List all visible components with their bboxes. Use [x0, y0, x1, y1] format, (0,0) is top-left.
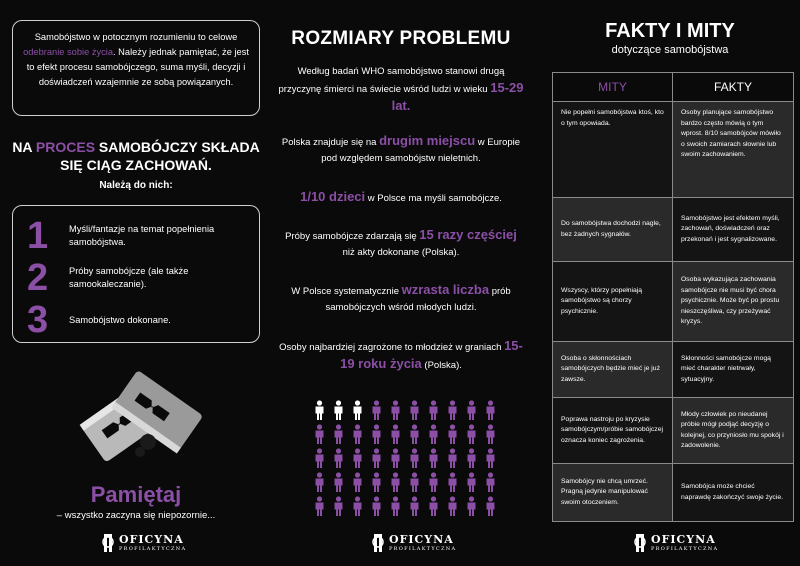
- person-icon: [354, 448, 362, 468]
- myth-cell: [553, 398, 673, 463]
- person-icon: [335, 472, 343, 492]
- person-icon: [335, 424, 343, 444]
- table-row: [553, 101, 793, 197]
- stat-who: [278, 64, 524, 116]
- fact-text: Samobójstwo jest efektem myśli, zachowań, doświadczeń oraz przekonań i jest sygnalizowane.: [681, 214, 780, 243]
- stat-text: (Polska).: [421, 360, 462, 371]
- intro-highlight: odebranie sobie życia: [23, 47, 114, 57]
- table-row: [553, 261, 793, 341]
- person-icon: [392, 424, 400, 444]
- stat-youth: [278, 338, 524, 374]
- table-header: [553, 73, 793, 101]
- person-icon: [392, 496, 400, 516]
- fact-text: Osoba wykazująca zachowania samobójcze nie musi być chora psychicznie. Może być po prostu nieszczęśliwa, czy przeżywać kryzys.: [681, 276, 780, 326]
- fact-cell: [673, 398, 793, 463]
- middle-column: [270, 0, 532, 566]
- fact-cell: [673, 342, 793, 397]
- person-icon: [487, 496, 495, 516]
- stat-text: w Europie pod względem samobójstw nieletnich.: [321, 137, 521, 164]
- step-number: 3: [27, 299, 49, 341]
- razor-blades-illustration: [70, 360, 210, 470]
- stat-text: prób samobójczych wśród młodych ludzi.: [325, 286, 511, 313]
- logo-name: OFICYNA: [651, 532, 716, 546]
- person-icon: [373, 400, 381, 420]
- person-icon: [449, 424, 457, 444]
- myth-cell: [553, 262, 673, 341]
- stat-text: w Polsce ma myśli samobójcze.: [365, 193, 502, 204]
- person-icon: [411, 496, 419, 516]
- myth-text: Osoba o skłonnościach samobójczych będzie mieć je już zawsze.: [561, 354, 660, 383]
- facts-myths-title: FAKTY I MITY: [605, 20, 735, 42]
- myth-text: Poprawa nastroju po kryzysie samobójczym/próbie samobójczej oznacza koniec zagrożenia.: [561, 415, 663, 444]
- fact-cell: [673, 262, 793, 341]
- person-icon: [487, 400, 495, 420]
- fact-text: Młody człowiek po nieudanej próbie mógł podjąć decyzję o kolejnej, co przyniosło mu spokój i zadowolenie.: [681, 410, 784, 449]
- person-icon: [316, 424, 324, 444]
- person-icon: [449, 496, 457, 516]
- fact-cell: [673, 464, 793, 521]
- stat-text: niż akty dokonane (Polska).: [342, 247, 460, 258]
- myth-cell: [553, 198, 673, 261]
- person-icon: [373, 448, 381, 468]
- person-icon: [411, 424, 419, 444]
- stat-highlight: 15-19 roku życia: [340, 338, 523, 371]
- stat-text: Osoby najbardziej zagrożone to młodzież w graniach: [279, 342, 505, 353]
- person-icon: [430, 496, 438, 516]
- intro-text-2: . Należy jednak pamiętać, że jest to efekt procesu samobójczego, suma myśli, decyzji i doświadczeń wzajemnie ze sobą powiązanych.: [26, 47, 249, 87]
- person-icon: [449, 472, 457, 492]
- person-icon: [468, 400, 476, 420]
- steps-box: [12, 205, 260, 343]
- person-icon: [354, 424, 362, 444]
- person-icon: [316, 400, 324, 420]
- logo-sub: PROFILAKTYCZNA: [389, 545, 457, 552]
- remember-subtitle: – wszystko zaczyna się niepozornie...: [56, 510, 216, 521]
- step-3: [27, 299, 229, 341]
- person-icon: [354, 472, 362, 492]
- myth-text: Do samobójstwa dochodzi nagle, bez żadnych sygnałów.: [561, 220, 661, 238]
- intro-box: [12, 20, 260, 116]
- column-header-myths: MITY: [553, 73, 673, 101]
- person-icon: [316, 448, 324, 468]
- table-row: [553, 197, 793, 261]
- person-icon: [392, 472, 400, 492]
- proces-title-line2: SIĘ CIĄG ZACHOWAŃ.: [60, 157, 212, 173]
- person-icon: [430, 424, 438, 444]
- stat-highlight: drugim miejscu: [379, 133, 476, 148]
- person-icon: [468, 496, 476, 516]
- person-icon: [373, 424, 381, 444]
- person-icon: [487, 424, 495, 444]
- table-row: [553, 341, 793, 397]
- step-2: [27, 257, 229, 299]
- left-column: [0, 0, 265, 566]
- person-icon: [335, 400, 343, 420]
- stat-text: Próby samobójcze zdarzają się: [285, 231, 420, 242]
- person-icon: [411, 448, 419, 468]
- person-icon: [468, 472, 476, 492]
- proces-title-b: SAMOBÓJCZY SKŁADA: [95, 139, 260, 155]
- publisher-logo: [100, 530, 186, 556]
- person-icon: [468, 424, 476, 444]
- right-column: [540, 0, 800, 566]
- person-icon: [411, 472, 419, 492]
- stat-text: Według badań WHO samobójstwo stanowi drugą przyczynę śmierci na świecie wśród ludzi w wieku: [278, 66, 505, 95]
- step-number: 2: [27, 257, 49, 299]
- myth-text: Samobójcy nie chcą umrzeć. Pragną jedynie manipulować swoim otoczeniem.: [561, 477, 648, 506]
- publisher-logo: [632, 530, 718, 556]
- intro-text-1: Samobójstwo w potocznym rozumieniu to celowe: [34, 32, 238, 42]
- step-1: [27, 215, 229, 257]
- table-row: [553, 397, 793, 463]
- myth-text: Wszyscy, którzy popełniają samobójstwo są chorzy psychicznie.: [561, 286, 643, 315]
- stat-highlight: 1/10 dzieci: [300, 189, 366, 204]
- column-header-facts: FAKTY: [713, 80, 752, 94]
- logo-icon: [100, 532, 116, 554]
- remember-heading: Pamiętaj: [90, 482, 182, 507]
- facts-myths-table: [552, 72, 794, 522]
- proces-title-a: NA: [12, 139, 36, 155]
- stat-europe: [278, 133, 524, 167]
- person-icon: [392, 448, 400, 468]
- proces-title: [12, 138, 260, 174]
- stat-attempts: [278, 227, 524, 261]
- person-icon: [335, 448, 343, 468]
- people-icon-grid: [310, 400, 500, 518]
- logo-sub: PROFILAKTYCZNA: [119, 545, 187, 552]
- person-icon: [354, 400, 362, 420]
- person-icon: [316, 496, 324, 516]
- person-icon: [487, 472, 495, 492]
- logo-sub: PROFILAKTYCZNA: [651, 545, 719, 552]
- stat-text: W Polsce systematycznie: [291, 286, 402, 297]
- step-text: Próby samobójcze (ale także samookaleczanie).: [69, 266, 189, 289]
- person-icon: [430, 448, 438, 468]
- person-icon: [449, 400, 457, 420]
- proces-subtitle: Należą do nich:: [99, 180, 173, 191]
- person-icon: [316, 472, 324, 492]
- step-number: 1: [27, 215, 49, 257]
- person-icon: [392, 400, 400, 420]
- logo-icon: [632, 532, 648, 554]
- facts-myths-subtitle: dotyczące samobójstwa: [611, 44, 729, 56]
- fact-text: Samobójca może chcieć naprawdę zakończyć swoje życie.: [681, 483, 783, 501]
- myth-cell: [553, 464, 673, 521]
- proces-title-highlight: PROCES: [35, 139, 96, 155]
- myth-text: Nie popełni samobójstwa ktoś, kto o tym opowiada.: [561, 109, 664, 127]
- person-icon: [335, 496, 343, 516]
- person-icon: [449, 448, 457, 468]
- stat-highlight: 15 razy częściej: [419, 227, 517, 242]
- person-icon: [430, 400, 438, 420]
- stat-children: [278, 189, 524, 207]
- stat-highlight: 15-29 lat.: [391, 80, 524, 113]
- fact-cell: [673, 102, 793, 197]
- table-row: [553, 463, 793, 521]
- step-text: Samobójstwo dokonane.: [69, 314, 171, 325]
- logo-name: OFICYNA: [119, 532, 184, 546]
- middle-title: ROZMIARY PROBLEMU: [291, 28, 511, 49]
- myth-cell: [553, 342, 673, 397]
- step-text: Myśli/fantazje na temat popełnienia samobójstwa.: [69, 224, 215, 247]
- logo-icon: [370, 532, 386, 554]
- stat-text: Polska znajduje się na: [281, 137, 380, 148]
- person-icon: [468, 448, 476, 468]
- logo-name: OFICYNA: [389, 532, 454, 546]
- fact-text: Osoby planujące samobójstwo bardzo często mówią o tym wprost. 8/10 samobójców mówiło o swoich zamiarach słownie lub swoim zachowaniem.: [681, 109, 781, 158]
- person-icon: [430, 472, 438, 492]
- stat-increase: [278, 282, 524, 316]
- fact-text: Skłonności samobójcze mogą mieć charakter nietrwały, sytuacyjny.: [681, 354, 771, 383]
- stat-highlight: wzrasta liczba: [401, 282, 490, 297]
- fact-cell: [673, 198, 793, 261]
- person-icon: [373, 472, 381, 492]
- person-icon: [354, 496, 362, 516]
- publisher-logo: [370, 530, 456, 556]
- person-icon: [373, 496, 381, 516]
- person-icon: [487, 448, 495, 468]
- person-icon: [411, 400, 419, 420]
- myth-cell: [553, 102, 673, 197]
